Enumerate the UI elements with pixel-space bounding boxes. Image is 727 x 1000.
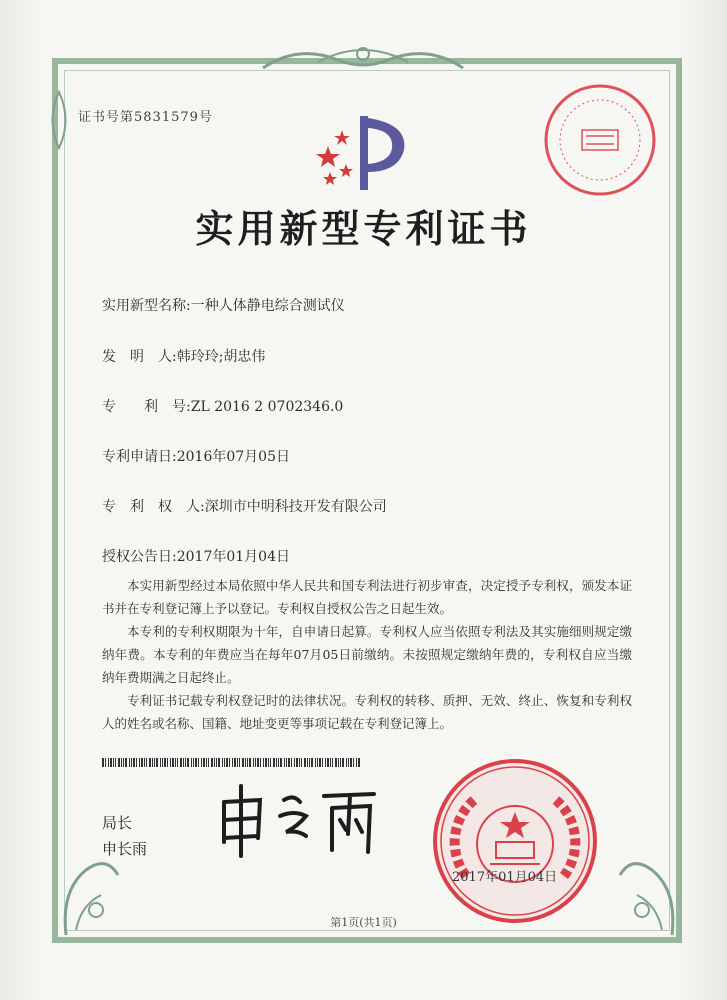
- field-label: 专利申请日:: [102, 449, 177, 465]
- official-seal: [430, 756, 600, 926]
- left-top-ornament: [44, 90, 74, 150]
- certificate-title: 实用新型专利证书: [195, 206, 532, 251]
- field-utility-model-name: [102, 295, 345, 315]
- field-value: ZL 2016 2 0702346.0: [190, 399, 344, 415]
- field-value: 深圳市中明科技开发有限公司: [204, 499, 387, 515]
- field-label: 发 明 人:: [102, 349, 177, 365]
- certificate-body: [102, 574, 632, 735]
- body-paragraph: 本专利的专利权期限为十年，自申请日起算。专利权人应当依照专利法及其实施细则规定缴纳年费。本专利的年费应当在每年07月05日前缴纳。未按照规定缴纳年费的，专利权自应当缴纳年费期满之日起终止。: [102, 624, 632, 685]
- agency-stamp: [540, 80, 660, 200]
- certificate-number: 证书号第5831579号: [78, 110, 213, 125]
- field-value: 2017年01月04日: [176, 549, 290, 565]
- field-value: 一种人体静电综合测试仪: [190, 298, 345, 314]
- field-label: 专 利 权 人:: [102, 499, 205, 515]
- body-paragraph: 本实用新型经过本局依照中华人民共和国专利法进行初步审查，决定授予专利权，颁发本证书并在专利登记簿上予以登记。专利权自授权公告之日起生效。: [102, 578, 632, 616]
- field-application-date: [102, 446, 290, 466]
- field-label: 授权公告日:: [102, 549, 177, 565]
- field-label: 专 利 号:: [102, 399, 191, 415]
- seal-date: 2017年01月04日: [452, 870, 558, 885]
- barcode: [102, 758, 362, 767]
- signatory-name: 申长雨: [102, 840, 148, 858]
- field-patent-number: [102, 396, 343, 416]
- handwritten-signature: [214, 780, 384, 860]
- field-label: 实用新型名称:: [102, 298, 191, 314]
- signatory-role: 局长: [102, 814, 133, 832]
- body-paragraph: 专利证书记载专利权登记时的法律状况。专利权的转移、质押、无效、终止、恢复和专利权人的姓名或名称、国籍、地址变更等事项记载在专利登记簿上。: [102, 693, 632, 731]
- field-value: 2016年07月05日: [176, 449, 290, 465]
- field-value: 韩玲玲;胡忠伟: [176, 349, 266, 365]
- field-patentee: [102, 496, 387, 516]
- patent-office-logo: [308, 106, 418, 192]
- field-inventor: [102, 346, 265, 366]
- page-footer: 第1页(共1页): [330, 916, 397, 929]
- top-ornament: [258, 40, 468, 76]
- field-grant-date: [102, 546, 290, 566]
